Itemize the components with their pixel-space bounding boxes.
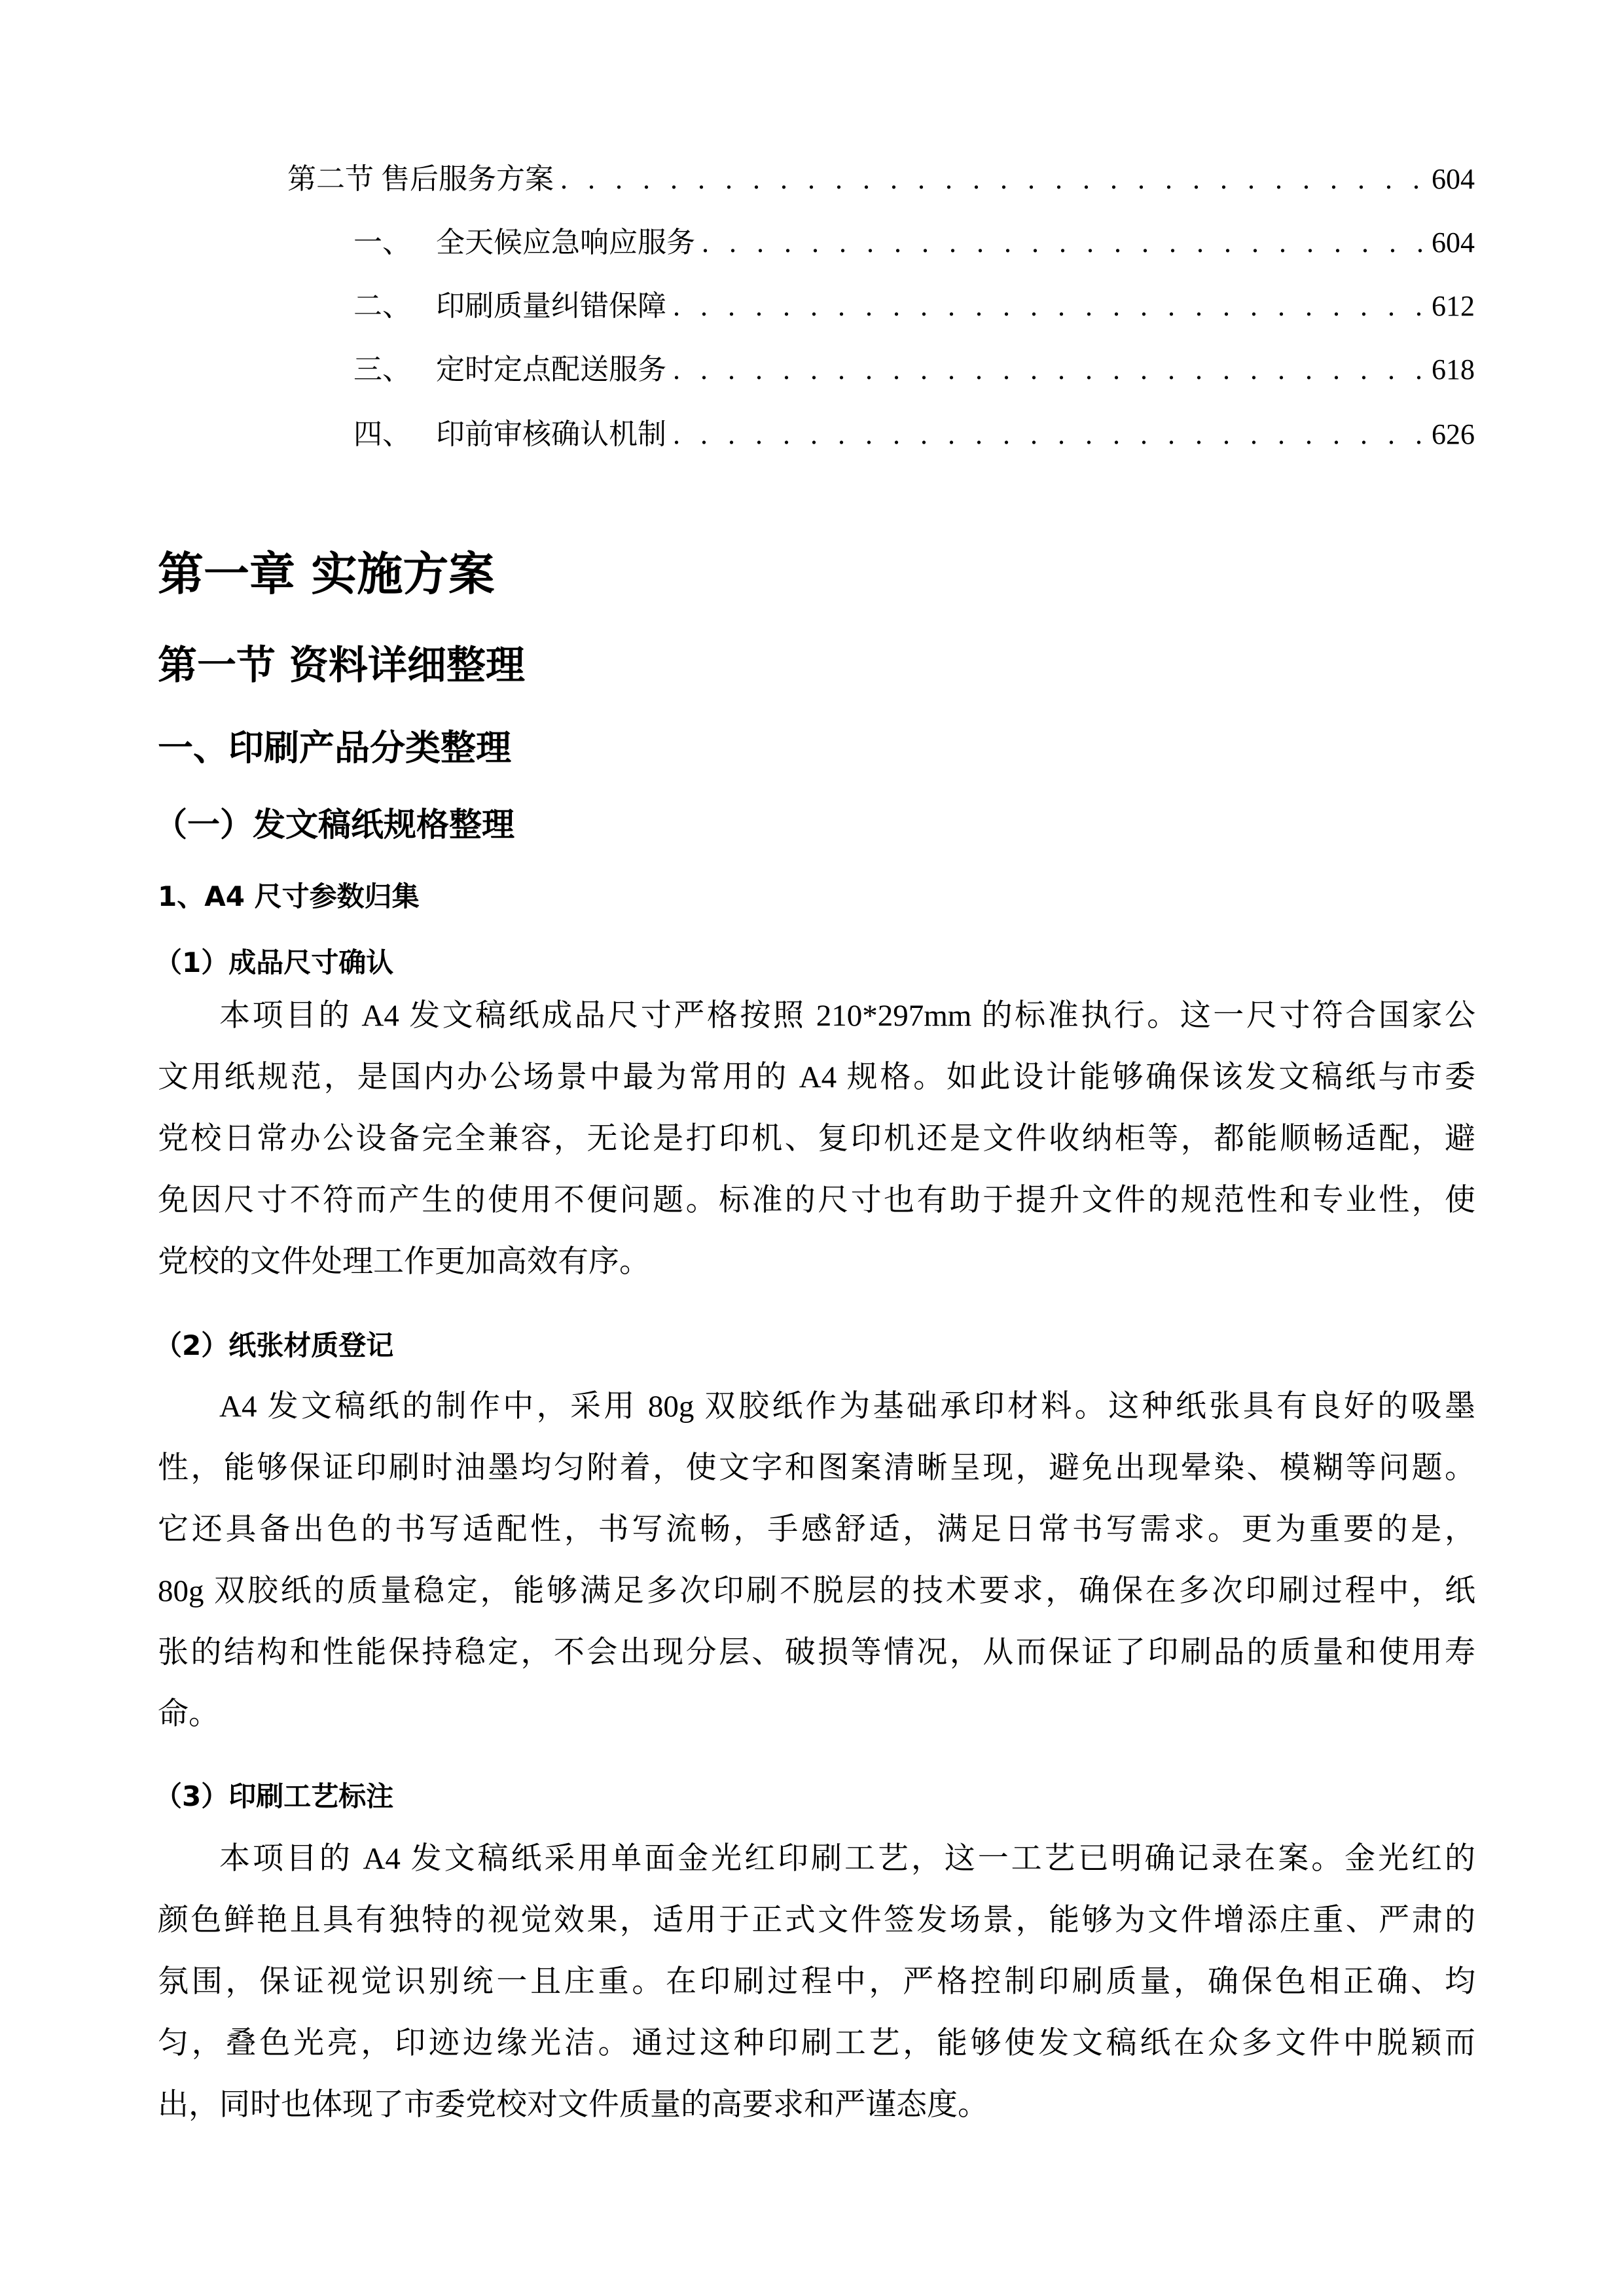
paragraph-line: 出，同时也体现了市委党校对文件质量的高要求和严谨态度。 (158, 2088, 988, 2122)
paragraph-line: 文用纸规范，是国内办公场景中最为常用的 A4 规格。如此设计能够确保该发文稿纸与市委 (158, 1060, 1475, 1094)
paragraph-printing-process (158, 1828, 1475, 2136)
toc-entry[interactable] (353, 350, 1475, 389)
paragraph-line: 免因尺寸不符而产生的使用不便问题。标准的尺寸也有助于提升文件的规范性和专业性，使 (158, 1183, 1475, 1217)
toc-entry[interactable] (287, 160, 1475, 199)
subsubsection-heading: （一）发文稿纸规格整理 (154, 806, 514, 844)
toc-leader-dots (673, 287, 1425, 326)
paragraph-line: 性，能够保证印刷时油墨均匀附着，使文字和图案清晰呈现，避免出现晕染、模糊等问题。 (158, 1451, 1475, 1485)
paragraph-line: 氛围，保证视觉识别统一且庄重。在印刷过程中，严格控制印刷质量，确保色相正确、均 (158, 1965, 1475, 1999)
sub-heading-2: （2）纸张材质登记 (154, 1329, 394, 1361)
toc-leader-dots (560, 160, 1425, 199)
toc-leader-dots (673, 415, 1425, 454)
toc-entry-page: 604 (1432, 163, 1475, 195)
toc-entry-number: 三、 (353, 353, 411, 386)
paragraph-line: 它还具备出色的书写适配性，书写流畅，手感舒适，满足日常书写需求。更为重要的是， (158, 1513, 1475, 1547)
toc-entry[interactable] (353, 415, 1475, 454)
subsection-heading: 一、印刷产品分类整理 (158, 727, 511, 768)
toc-entry-title: 定时定点配送服务 (436, 353, 666, 386)
chapter-heading: 第一章 实施方案 (158, 547, 495, 601)
sub-heading-3: （3）印刷工艺标注 (154, 1780, 394, 1812)
item-heading: 1、A4 尺寸参数归集 (158, 880, 420, 912)
paragraph-line: 命。 (158, 1697, 219, 1731)
toc-entry-title: 印刷质量纠错保障 (436, 290, 666, 322)
toc-leader-dots (673, 350, 1425, 389)
toc-entry-page: 612 (1432, 290, 1475, 322)
toc-entry-number: 二、 (353, 290, 411, 322)
paragraph-line: A4 发文稿纸的制作中，采用 80g 双胶纸作为基础承印材料。这种纸张具有良好的吸墨 (219, 1390, 1475, 1424)
sub-heading-1: （1）成品尺寸确认 (154, 946, 394, 978)
toc-entry[interactable] (353, 223, 1475, 262)
toc-entry-title: 全天候应急响应服务 (436, 226, 695, 259)
paragraph-paper-material (158, 1376, 1475, 1745)
paragraph-line: 党校的文件处理工作更加高效有序。 (158, 1245, 650, 1279)
toc-entry-page: 618 (1432, 353, 1475, 386)
toc-entry-title: 第二节 售后服务方案 (287, 163, 554, 195)
paragraph-size-confirmation (158, 985, 1475, 1293)
toc-entry[interactable] (353, 287, 1475, 326)
toc-leader-dots (702, 223, 1425, 262)
paragraph-line: 张的结构和性能保持稳定，不会出现分层、破损等情况，从而保证了印刷品的质量和使用寿 (158, 1636, 1475, 1670)
toc-entry-page: 626 (1432, 418, 1475, 450)
paragraph-line: 颜色鲜艳且具有独特的视觉效果，适用于正式文件签发场景，能够为文件增添庄重、严肃的 (158, 1903, 1475, 1937)
toc-entry-number: 四、 (353, 418, 411, 450)
toc-entry-title: 印前审核确认机制 (436, 418, 666, 450)
section-heading: 第一节 资料详细整理 (158, 643, 525, 689)
paragraph-line: 80g 双胶纸的质量稳定，能够满足多次印刷不脱层的技术要求，确保在多次印刷过程中，纸 (158, 1574, 1475, 1608)
paragraph-line: 匀，叠色光亮，印迹边缘光洁。通过这种印刷工艺，能够使发文稿纸在众多文件中脱颖而 (158, 2026, 1475, 2060)
toc-entry-page: 604 (1432, 226, 1475, 259)
toc-entry-number: 一、 (353, 226, 411, 259)
paragraph-line: 本项目的 A4 发文稿纸采用单面金光红印刷工艺，这一工艺已明确记录在案。金光红的 (219, 1842, 1475, 1876)
paragraph-line: 党校日常办公设备完全兼容，无论是打印机、复印机还是文件收纳柜等，都能顺畅适配，避 (158, 1122, 1475, 1156)
paragraph-line: 本项目的 A4 发文稿纸成品尺寸严格按照 210*297mm 的标准执行。这一尺寸符合国家公 (219, 999, 1475, 1033)
